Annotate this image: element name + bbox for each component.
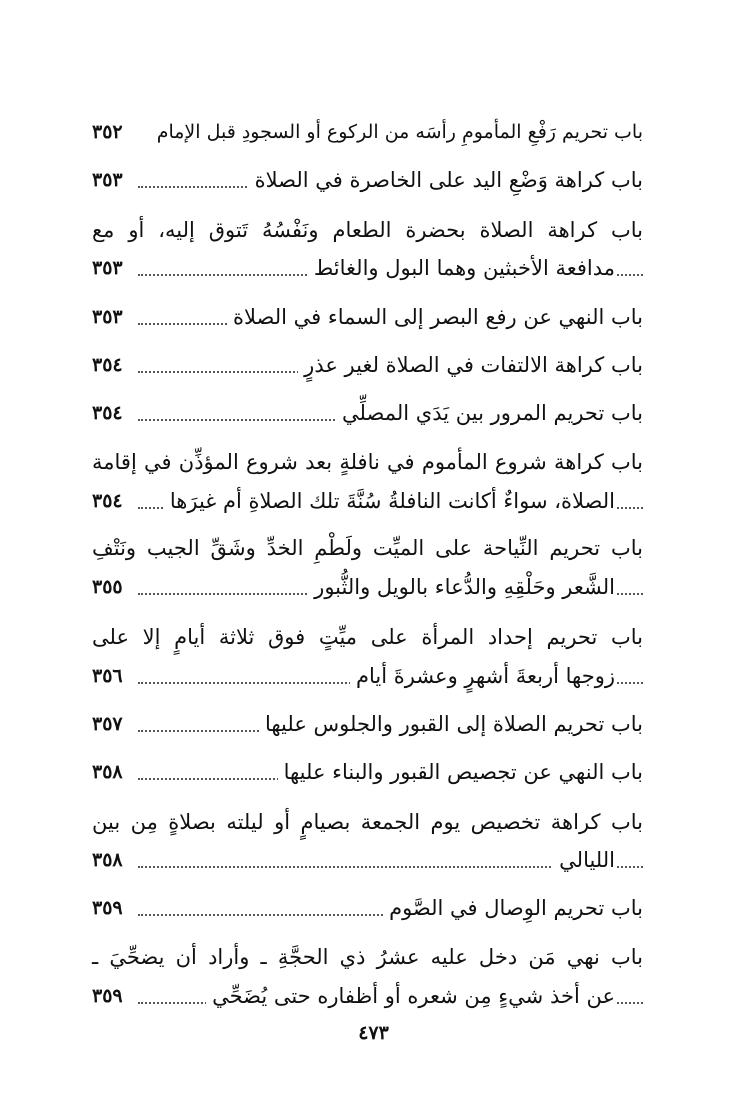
toc-entry-continuation [92, 567, 643, 607]
toc-entry-title: باب تحريم المرور بين يَدَي المصلِّي [336, 393, 643, 433]
toc-entry-continuation [92, 656, 643, 696]
toc-entry-title: باب النهي عن تجصيص القبور والبناء عليها [278, 752, 643, 792]
toc-entry-title: باب كراهة الالتفات في الصلاة لغير عذرٍ [298, 345, 643, 385]
toc-entry-continuation [92, 976, 643, 1016]
toc-entry-title-cont: الليالي [553, 840, 615, 880]
toc-page-ref: ٣٥٤ [92, 354, 123, 376]
toc-entry-line [92, 210, 643, 250]
toc-entry-line [92, 112, 643, 152]
toc-entry-continuation [92, 840, 643, 880]
toc-page-ref: ٣٥٤ [92, 490, 123, 512]
toc-entry-title: باب تحريم النِّياحة على الميِّت ولَطْمِ الخدِّ وشَقِّ الجيب ونَتْفِ [92, 528, 643, 568]
toc-page-ref: ٣٥٦ [92, 665, 123, 687]
toc-entry-title: باب النهي عن رفع البصر إلى السماء في الصلاة [227, 297, 643, 337]
toc-entry-title: باب كراهة وَضْعِ اليد على الخاصرة في الصلاة [249, 160, 643, 200]
toc-entry-title: باب تحريم إحداد المرأة على ميِّتٍ فوق ثلاثة أيامٍ إلا على [92, 617, 643, 657]
toc-page-ref: ٣٥٩ [92, 985, 123, 1007]
toc-entry-line [92, 393, 643, 433]
toc-entry-title: باب تحريم الصلاة إلى القبور والجلوس عليها [259, 704, 643, 744]
toc-entry-line [92, 442, 643, 482]
toc-page-ref: ٣٥٣ [92, 169, 123, 191]
toc-entry-title: باب تحريم رَفْعِ المأمومِ رأسَه من الركوع أو السجودِ قبل الإمام [151, 112, 643, 152]
toc-entry-title: باب كراهة شروع المأموم في نافلةٍ بعد شروع المؤذِّن في إقامة [92, 442, 643, 482]
toc-page-ref: ٣٥٨ [92, 761, 123, 783]
toc-entry-title: باب نهي مَن دخل عليه عشرُ ذي الحجَّةِ ـ وأراد أن يضحِّيَ ـ [92, 937, 643, 977]
toc-page-ref: ٣٥٩ [92, 897, 123, 919]
toc-entry-title: باب كراهة الصلاة بحضرة الطعام ونَفْسُهُ تَتوق إليه، أو مع [92, 210, 643, 250]
toc-page-ref: ٣٥٣ [92, 257, 123, 279]
toc-entry-title: باب كراهة تخصيص يوم الجمعة بصيامٍ أو ليلته بصلاةٍ مِن بين [92, 802, 643, 842]
toc-entry-title-cont: زوجها أربعةَ أشهرٍ وعشرةَ أيام [350, 656, 615, 696]
toc-entry-line [92, 752, 643, 792]
toc-entry-title-cont: عن أخذ شيءٍ مِن شعره أو أظفاره حتى يُضَحِّي [206, 976, 615, 1016]
toc-entry-line [92, 802, 643, 842]
toc-entry-title: باب تحريم الوِصال في الصَّوم [383, 888, 643, 928]
toc-entry-line [92, 704, 643, 744]
toc-page-ref: ٣٥٣ [92, 306, 123, 328]
toc-page-ref: ٣٥٥ [92, 576, 123, 598]
toc-entry-title-cont: الصلاة، سواءٌ أكانت النافلةُ سُنَّةَ تلك الصلاةِ أم غيرَها [164, 481, 615, 521]
toc-entry-line [92, 617, 643, 657]
toc-entry-title-cont: مدافعة الأخبثين وهما البول والغائط [308, 248, 615, 288]
toc-page-ref: ٣٥٤ [92, 402, 123, 424]
toc-page-ref: ٣٥٨ [92, 849, 123, 871]
toc-entry-continuation [92, 248, 643, 288]
page-number: ٤٧٣ [358, 1022, 389, 1044]
toc-entry-line [92, 937, 643, 977]
toc-entry-line [92, 528, 643, 568]
toc-entry-line [92, 345, 643, 385]
toc-entry-continuation [92, 481, 643, 521]
toc-page-ref: ٣٥٧ [92, 713, 123, 735]
toc-entry-line [92, 160, 643, 200]
toc-page-ref: ٣٥٢ [92, 121, 123, 143]
toc-entry-title-cont: الشَّعر وحَلْقِهِ والدُّعاء بالويل والثُّبور [308, 567, 615, 607]
toc-entry-line [92, 297, 643, 337]
toc-entry-line [92, 888, 643, 928]
